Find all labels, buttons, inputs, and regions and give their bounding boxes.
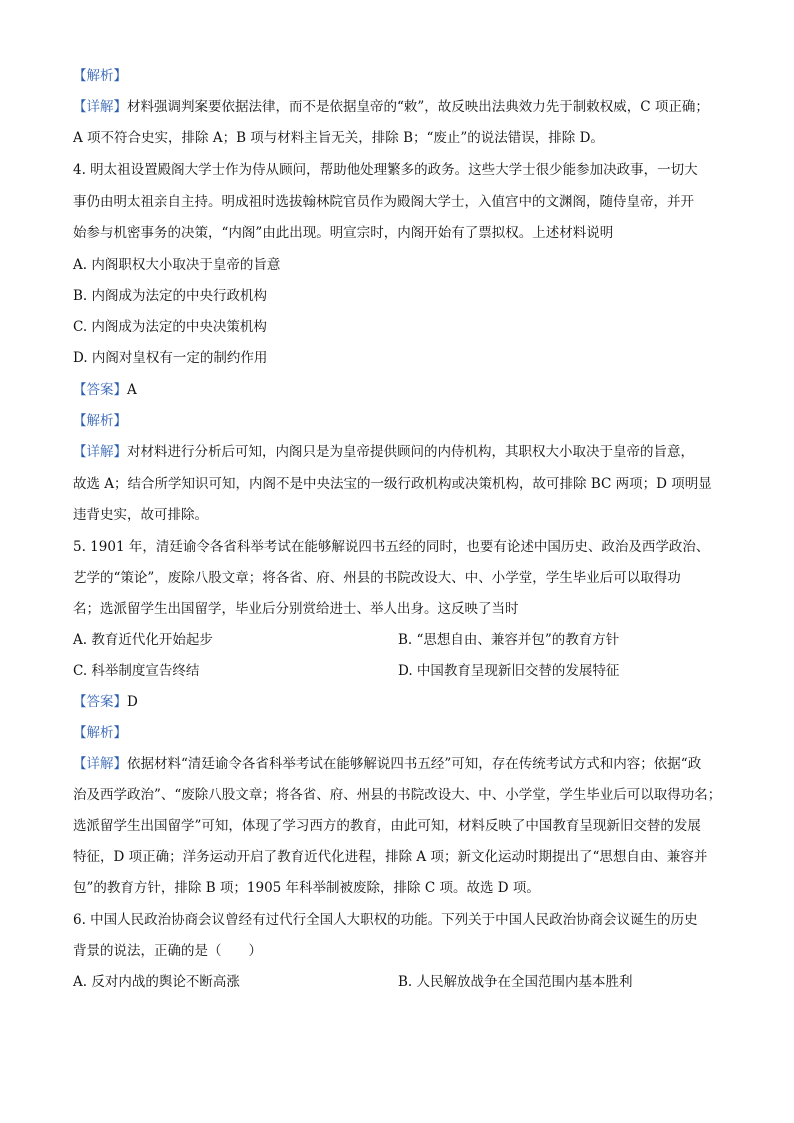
q5-option-d: D. 中国教育呈现新旧交替的发展特征 <box>398 663 620 679</box>
q4-option-c: C. 内阁成为法定的中央决策机构 <box>73 319 267 335</box>
q6-option-a: A. 反对内战的舆论不断高涨 <box>73 974 240 990</box>
q5-option-a: A. 教育近代化开始起步 <box>73 632 213 648</box>
q4-answer: A <box>127 382 137 398</box>
analysis-tag: 【解析】 <box>73 725 127 741</box>
q5-answer-line <box>73 692 723 712</box>
q5-detail-line-4: 特征，D 项正确；洋务运动开启了教育近代化进程，排除 A 项；新文化运动时期提出了“思想自由、兼容并 <box>73 849 708 865</box>
analysis-tag: 【解析】 <box>73 413 127 429</box>
q6-option-b: B. 人民解放战争在全国范围内基本胜利 <box>398 974 633 990</box>
q4-stem-line-1: 4. 明太祖设置殿阁大学士作为侍从顾问，帮助他处理繁多的政务。这些大学士很少能参加决政事，一切大 <box>73 162 698 178</box>
q4-option-a: A. 内阁职权大小取决于皇帝的旨意 <box>73 257 281 273</box>
q4-option-d: D. 内阁对皇权有一定的制约作用 <box>73 350 268 366</box>
answer-tag: 【答案】 <box>73 382 127 398</box>
q6-stem-line-2: 背景的说法，正确的是（ ） <box>73 943 262 959</box>
q5-stem-line-1: 5. 1901 年，清廷谕令各省科举考试在能够解说四书五经的同时，也要有论述中国历史、政治及西学政治、 <box>73 539 710 555</box>
q5-stem-line-2: 艺学的“策论”，废除八股文章；将各省、府、州县的书院改设大、中、小学堂，学生毕业后可以取得功 <box>73 570 681 586</box>
q4-detail-line-1 <box>73 442 723 462</box>
analysis-tag: 【解析】 <box>73 68 127 84</box>
q5-answer: D <box>127 694 138 710</box>
q4-detail-line-2: 故选 A；结合所学知识可知，内阁不是中央法宝的一级行政机构或决策机构，故可排除 BC 两项；D 项明显 <box>73 476 712 492</box>
q5-option-c: C. 科举制度宣告终结 <box>73 663 200 679</box>
q5-detail-text-1: 依据材料“清廷谕令各省科举考试在能够解说四书五经”可知，存在传统考试方式和内容；依据“政 <box>127 756 702 772</box>
q4-answer-line <box>73 380 723 400</box>
q3-detail-line-2: A 项不符合史实，排除 A；B 项与材料主旨无关，排除 B；“废止”的说法错误，排除 D。 <box>73 130 604 146</box>
q4-detail-text-1: 对材料进行分析后可知，内阁只是为皇帝提供顾问的内侍机构，其职权大小取决于皇帝的旨意， <box>127 444 694 460</box>
detail-tag: 【详解】 <box>73 444 127 460</box>
q5-option-b: B. “思想自由、兼容并包”的教育方针 <box>398 632 620 648</box>
q4-stem-line-3: 始参与机密事务的决策，“内阁”由此出现。明宣宗时，内阁开始有了票拟权。上述材料说明 <box>73 225 614 241</box>
q3-detail-line-1 <box>73 97 723 117</box>
q4-stem-line-2: 事仍由明太祖亲自主持。明成祖时选拔翰林院官员作为殿阁大学士，入值宫中的文渊阁，随侍皇帝，并开 <box>73 194 694 210</box>
detail-tag: 【详解】 <box>73 99 127 115</box>
q3-detail-text-1: 材料强调判案要依据法律，而不是依据皇帝的“敕”，故反映出法典效力先于制敕权威，C 项正确； <box>127 99 709 115</box>
detail-tag: 【详解】 <box>73 756 127 772</box>
q5-stem-line-3: 名；选派留学生出国留学，毕业后分别赏给进士、举人出身。这反映了当时 <box>73 601 519 617</box>
q4-option-b: B. 内阁成为法定的中央行政机构 <box>73 288 268 304</box>
q5-detail-line-3: 选派留学生出国留学”可知，体现了学习西方的教育，由此可知，材料反映了中国教育呈现新旧交替的发展 <box>73 818 701 834</box>
q5-detail-line-2: 治及西学政治”、“废除八股文章；将各省、府、州县的书院改设大、中、小学堂，学生毕业后可以取得功名； <box>73 787 722 803</box>
q6-stem-line-1: 6. 中国人民政治协商会议曾经有过代行全国人大职权的功能。下列关于中国人民政治协商会议诞生的历史 <box>73 912 698 928</box>
q5-detail-line-1 <box>73 754 723 774</box>
q5-detail-line-5: 包”的教育方针，排除 B 项；1905 年科举制被废除，排除 C 项。故选 D 项。 <box>73 880 540 896</box>
answer-tag: 【答案】 <box>73 694 127 710</box>
q4-detail-line-3: 违背史实，故可排除。 <box>73 507 208 523</box>
